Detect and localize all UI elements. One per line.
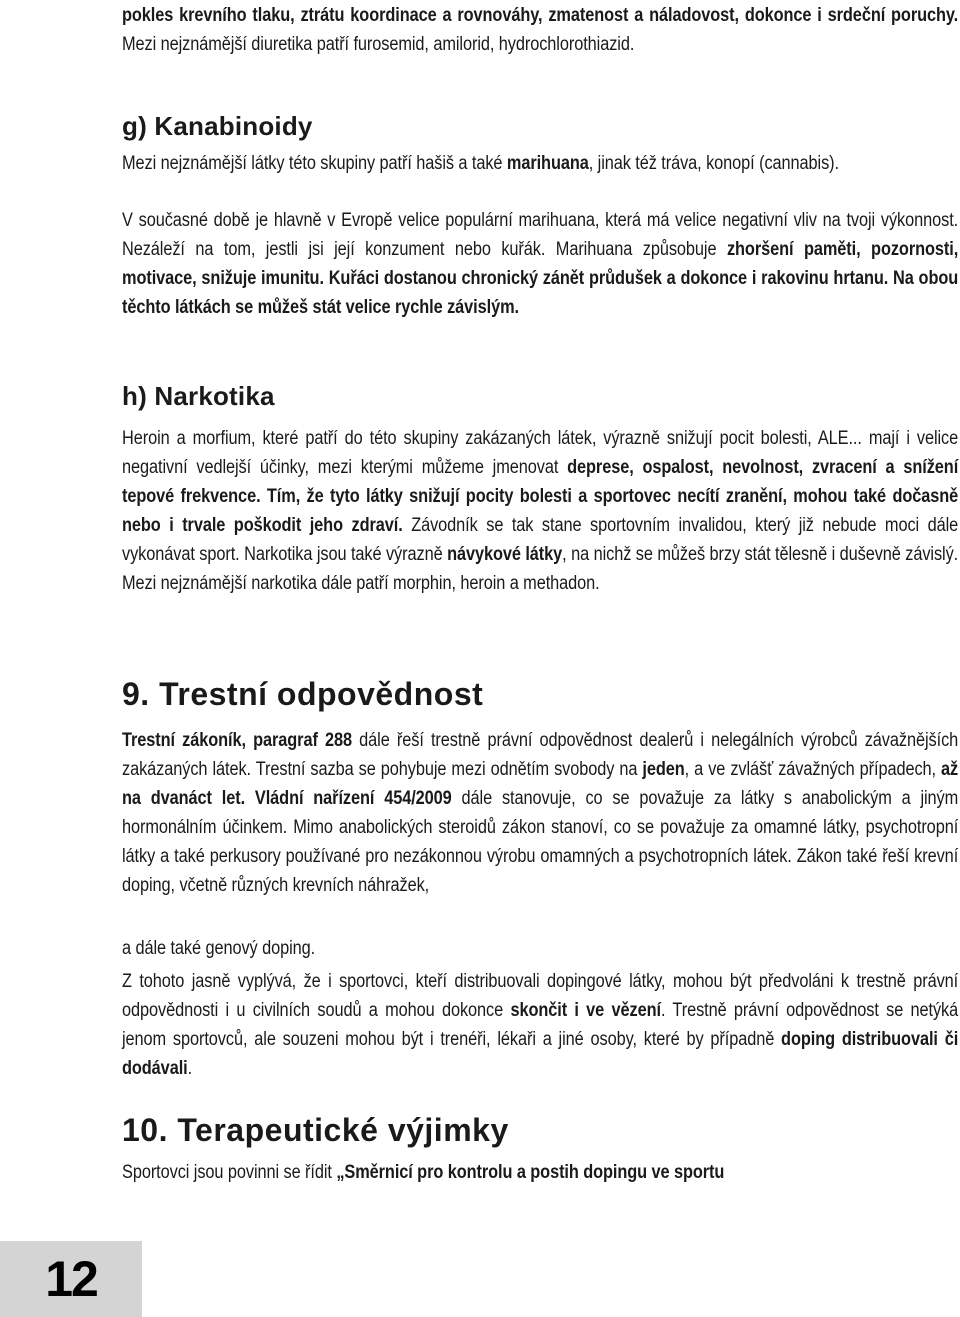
bold-warning: deprese, ospalost, nevolnost, zvracení a snížení tepové frekvence. Tím, že tyto látky snižují pocity bolesti a sportovec necítí zranění, mohou také dočasně nebo i trvale poškodit jeho zdraví.: [122, 457, 959, 536]
text-run: , jinak též tráva, konopí (cannabis).: [588, 153, 839, 174]
terapeuticke-heading: 10. Terapeutické výjimky: [122, 1112, 509, 1148]
terapeuticke-paragraph: [122, 1158, 958, 1187]
intro-paragraph: [122, 1, 958, 59]
section-narkotika: [122, 381, 958, 412]
text-run: Heroin a morfium, které patří do této skupiny zakázaných látek, výrazně snižují pocit bolesti, ALE... mají i velice negativní vedlejší účinky, mezi kterými můžeme jmenovat: [122, 428, 959, 478]
text-run: dále stanovuje, co se považuje za látky s anabolickým a jiným hormonálním účinkem. Mimo anabolických steroidů zákon stanoví, co se považuje za omamné látky, psychotropní látky a také perkusory používané pro nezákonnou výrobu omamných a psychotropních látek. Zákon také řeší krevní doping, včetně různých krevních náhražek,: [122, 788, 959, 896]
bold-term: až na dvanáct let. Vládní nařízení 454/2009: [122, 759, 959, 809]
bold-warning: zhoršení paměti, pozornosti, motivace, snižuje imunitu. Kuřáci dostanou chronický zánět průdušek a dokonce i rakovinu hrtanu. Na obou těchto látkách se můžeš stát velice rychle závislým.: [122, 239, 959, 318]
section-kanabinoidy: [122, 111, 958, 142]
bold-term: „Směrnicí pro kontrolu a postih dopingu ve sportu: [336, 1162, 725, 1183]
text-run: V současné době je hlavně v Evropě velice populární marihuana, která má velice negativní vliv na tvoji výkonnost.: [122, 210, 959, 231]
text-run: . Trestně právní odpovědnost se netýká jenom sportovců, ale souzeni mohou být i trenéři, lékaři a jiné osoby, které by případně: [122, 1000, 959, 1050]
trestni-paragraph-1: [122, 726, 958, 900]
section-terapeuticke: [122, 1112, 958, 1149]
kanabinoidy-paragraph-1: [122, 149, 958, 178]
page-number: 12: [0, 1241, 142, 1317]
kanabinoidy-paragraph-2: [122, 206, 958, 322]
section-trestni: [122, 676, 958, 713]
text-run: a dále také genový doping.: [122, 938, 316, 959]
text-run: Mezi nejznámější látky této skupiny patří hašiš a také: [122, 153, 507, 174]
bold-term: doping distribuovali či dodávali: [122, 1029, 959, 1079]
text-run: .: [187, 1058, 193, 1079]
bold-term: marihuana: [506, 153, 589, 174]
text-run: Sportovci jsou povinni se řídit: [122, 1162, 337, 1183]
bold-term: návykové látky: [447, 544, 563, 565]
narkotika-heading: h) Narkotika: [122, 381, 275, 411]
intro-text: Mezi nejznámější diuretika patří furosemid, amilorid, hydrochlorothiazid.: [122, 34, 635, 55]
trestni-paragraph-2: [122, 934, 958, 963]
text-run: Z tohoto jasně vyplývá, že i sportovci, kteří distribuovali dopingové látky, mohou být předvoláni k trestně právní odpovědnosti i u civilních soudů a mohou dokonce: [122, 971, 959, 1021]
text-run: Závodník se tak stane sportovním invalidou, který již nebude moci dále vykonávat sport. Narkotika jsou také výrazně: [122, 515, 959, 565]
trestni-paragraph-3: [122, 967, 958, 1083]
text-run: Nezáleží na tom, jestli jsi její konzument nebo kuřák. Marihuana způsobuje: [122, 239, 727, 260]
text-run: dále řeší trestně právní odpovědnost dealerů i nelegálních výrobců závažnějších zakázaných látek. Trestní sazba se pohybuje mezi odnětím svobody na: [122, 730, 959, 780]
bold-term: jeden: [642, 759, 685, 780]
bold-term: Trestní zákoník, paragraf 288: [122, 730, 352, 751]
kanabinoidy-heading: g) Kanabinoidy: [122, 111, 313, 141]
intro-bold-text: pokles krevního tlaku, ztrátu koordinace a rovnováhy, zmatenost a náladovost, dokonce i srdeční poruchy.: [122, 5, 959, 26]
bold-term: skončit i ve vězení: [510, 1000, 661, 1021]
text-run: , a ve zvlášť závažných případech,: [684, 759, 942, 780]
text-run: , na nichž se můžeš brzy stát tělesně i duševně závislý. Mezi nejznámější narkotika dále patří morphin, heroin a methadon.: [122, 544, 959, 594]
trestni-heading: 9. Trestní odpovědnost: [122, 676, 484, 712]
narkotika-paragraph: [122, 424, 958, 598]
